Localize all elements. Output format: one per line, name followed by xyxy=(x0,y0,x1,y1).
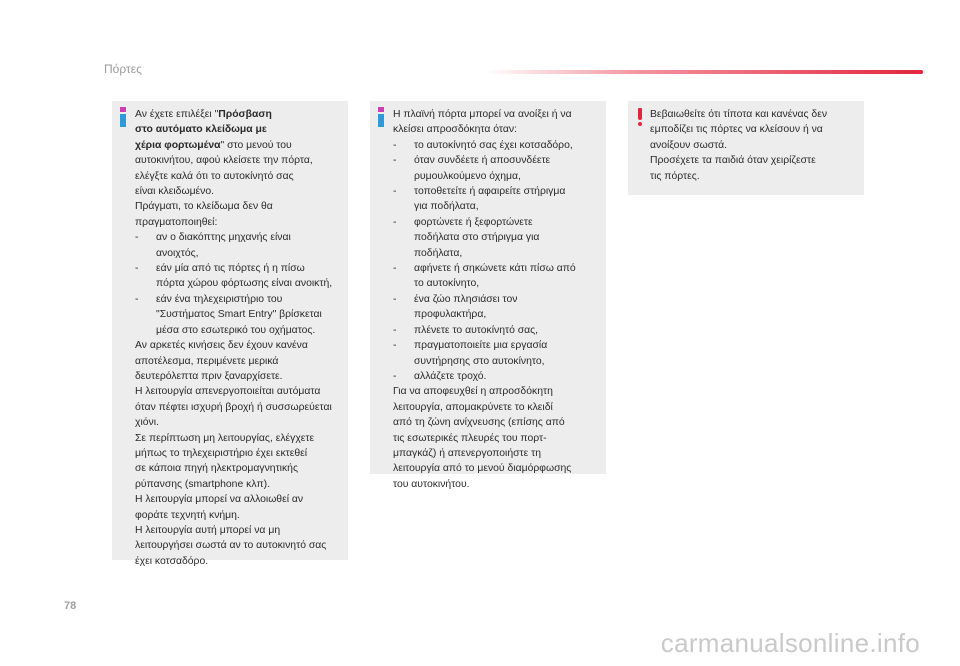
box2-line: τις εσωτερικές πλευρές του πορτ- xyxy=(393,432,547,444)
box1-line: έχει κοτσαδόρο. xyxy=(135,555,209,567)
box2-line: Για να αποφευχθεί η απροσδόκητη xyxy=(393,386,553,398)
box1-line: φοράτε τεχνητή κνήμη. xyxy=(135,509,240,521)
list-item: - πλένετε το αυτοκίνητό σας, xyxy=(393,323,598,338)
box3-line: ανοίξουν σωστά. xyxy=(650,139,727,151)
list-item: - πραγματοποιείτε μια εργασία συντήρησης στο αυτοκίνητο, xyxy=(393,338,598,369)
list-item: - όταν συνδέετε ή αποσυνδέετε ρυμουλκούμενο όχημα, xyxy=(393,153,598,184)
box1-line: Αν έχετε επιλέξει "Πρόσβαση xyxy=(135,109,272,120)
box2-line: μπαγκάζ) ή απενεργοποιήστε τη xyxy=(393,447,542,459)
box3-line: τις πόρτες. xyxy=(650,170,700,182)
box1-line: μήπως το τηλεχειριστήριο έχει εκτεθεί xyxy=(135,447,308,459)
box1-line: πραγματοποιηθεί: xyxy=(135,216,218,228)
list-item: - αν ο διακόπτης μηχανής είναι ανοιχτός, xyxy=(135,230,340,261)
box2-line: από τη ζώνη ανίχνευσης (επίσης από xyxy=(393,417,565,429)
box1-line: Η λειτουργία αυτή μπορεί να μη xyxy=(135,524,281,536)
list-item: - εάν μία από τις πόρτες ή η πίσω πόρτα χώρου φόρτωσης είναι ανοικτή, xyxy=(135,261,340,292)
box1-line: Η λειτουργία μπορεί να αλλοιωθεί αν xyxy=(135,494,304,506)
box1-bold-line: στο αυτόματο κλείδωμα με xyxy=(135,124,267,136)
box1-line: αποτέλεσμα, περιμένετε μερικά xyxy=(135,355,279,367)
box2-line: του αυτοκινήτου. xyxy=(393,478,470,490)
info-icon xyxy=(375,107,387,127)
box1-line: σε κάποια πηγή ηλεκτρομαγνητικής xyxy=(135,463,298,475)
list-item: - το αυτοκίνητό σας έχει κοτσαδόρο, xyxy=(393,138,598,153)
page-number: 78 xyxy=(64,600,77,612)
box1-line: Η λειτουργία απενεργοποιείται αυτόματα xyxy=(135,386,321,398)
list-item: - φορτώνετε ή ξεφορτώνετε ποδήλατα στο στήριγμα για ποδήλατα, xyxy=(393,215,598,261)
info-icon xyxy=(117,107,129,127)
box3-line: Βεβαιωθείτε ότι τίποτα και κανένας δεν xyxy=(650,109,828,120)
box2-line: κλείσει απροσδόκητα όταν: xyxy=(393,124,517,136)
box1-line: Αν αρκετές κινήσεις δεν έχουν κανένα xyxy=(135,340,308,352)
section-title: Πόρτες xyxy=(104,62,142,76)
box1-line: χέρια φορτωμένα" στο μενού του xyxy=(135,139,292,151)
box2-line: Η πλαϊνή πόρτα μπορεί να ανοίξει ή να xyxy=(393,109,572,120)
list-item: - τοποθετείτε ή αφαιρείτε στήριγμα για ποδήλατα, xyxy=(393,184,598,215)
box2-line: λειτουργία, απομακρύνετε το κλειδί xyxy=(393,401,553,413)
box2-line: λειτουργία από το μενού διαμόρφωσης xyxy=(393,463,572,475)
box1-line: λειτουργήσει σωστά αν το αυτοκινητό σας xyxy=(135,540,327,552)
list-item: - αλλάζετε τροχό. xyxy=(393,369,598,384)
box1-line: δευτερόλεπτα πριν ξαναρχίσετε. xyxy=(135,370,283,382)
title-rule xyxy=(485,70,923,74)
box3-line: εμποδίζει τις πόρτες να κλείσουν ή να xyxy=(650,124,823,136)
box1-line: ρύπανσης (smartphone κλπ). xyxy=(135,478,271,490)
box1-line: είναι κλειδωμένο. xyxy=(135,186,215,198)
box1-line: ελέγξτε καλά ότι το αυτοκίνητό σας xyxy=(135,170,294,182)
box1-line: Πράγματι, το κλείδωμα δεν θα xyxy=(135,201,273,213)
box1-line: όταν πέφτει ισχυρή βροχή ή συσσωρεύεται xyxy=(135,401,332,413)
info-box-side-door xyxy=(370,101,606,490)
info-box-hands-free-locking xyxy=(112,101,348,567)
warning-icon xyxy=(633,107,645,127)
box1-line: Σε περίπτωση μη λειτουργίας, ελέγχετε xyxy=(135,432,315,444)
list-item: - εάν ένα τηλεχειριστήριο του "Συστήματος Smart Entry" βρίσκεται μέσα στο εσωτερικό του οχήματος. xyxy=(135,292,340,338)
watermark: carmanualsonline.info xyxy=(660,628,920,658)
box3-line: Προσέχετε τα παιδιά όταν χειρίζεστε xyxy=(650,155,816,167)
list-item: - ένα ζώο πλησιάσει τον προφυλακτήρα, xyxy=(393,292,598,323)
box1-line: αυτοκινήτου, αφού κλείσετε την πόρτα, xyxy=(135,155,313,167)
list-item: - αφήνετε ή σηκώνετε κάτι πίσω από το αυτοκίνητο, xyxy=(393,261,598,292)
warning-box-doors xyxy=(628,101,864,195)
box1-line: χιόνι. xyxy=(135,417,159,429)
